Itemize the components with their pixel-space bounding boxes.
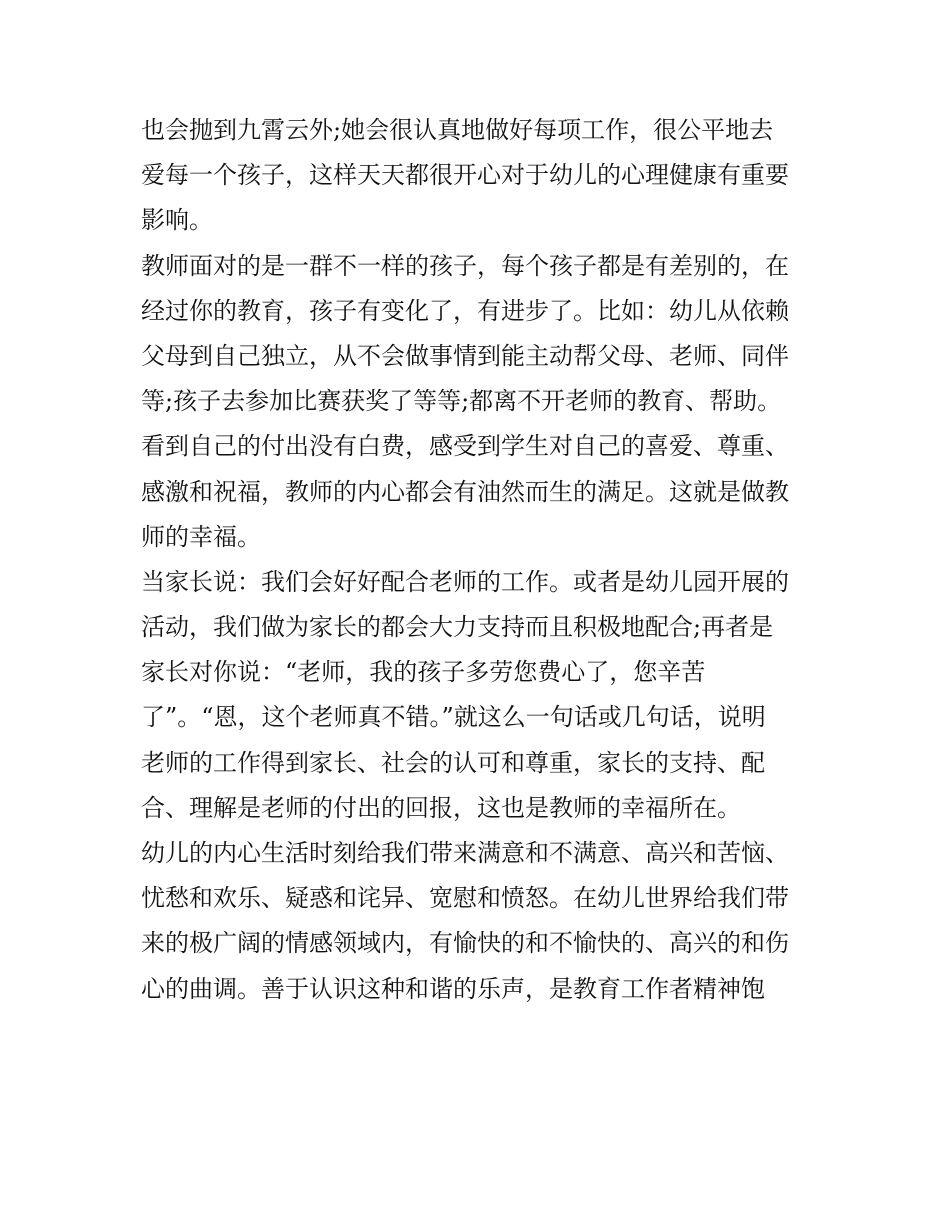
text-line-19: 来的极广阔的情感领域内，有愉快的和不愉快的、高兴的和伤 [141,929,789,958]
text-line-14: 了”。“恩，这个老师真不错。”就这么一句话或几句话，说明 [141,703,766,732]
text-line-18: 忧愁和欢乐、疑惑和诧异、宽慰和愤怒。在幼儿世界给我们带 [141,884,789,913]
text-line-13: 家长对你说：“老师，我的孩子多劳您费心了，您辛苦 [141,658,706,687]
text-line-20: 心的曲调。善于认识这种和谐的乐声，是教育工作者精神饱 [141,974,765,1003]
text-line-5: 经过你的教育，孩子有变化了，有进步了。比如：幼儿从依赖 [141,296,789,325]
text-line-15: 老师的工作得到家长、社会的认可和尊重，家长的支持、配 [141,748,765,777]
text-line-4: 教师面对的是一群不一样的孩子，每个孩子都是有差别的，在 [141,251,789,280]
text-line-16: 合、理解是老师的付出的回报，这也是教师的幸福所在。 [141,793,741,822]
text-line-10: 师的幸福。 [141,522,261,551]
text-line-11: 当家长说：我们会好好配合老师的工作。或者是幼儿园开展的 [141,567,789,596]
text-line-6: 父母到自己独立，从不会做事情到能主动帮父母、老师、同伴 [141,341,789,370]
text-line-7: 等;孩子去参加比赛获奖了等等;都离不开老师的教育、帮助。 [141,387,782,416]
text-line-2: 爱每一个孩子，这样天天都很开心对于幼儿的心理健康有重要 [141,161,789,190]
text-line-12: 活动，我们做为家长的都会大力支持而且积极地配合;再者是 [141,613,774,642]
text-line-9: 感激和祝福，教师的内心都会有油然而生的满足。这就是做教 [141,477,789,506]
text-line-8: 看到自己的付出没有白费，感受到学生对自己的喜爱、尊重、 [141,432,789,461]
body-text [141,108,831,1012]
text-line-1: 也会抛到九霄云外;她会很认真地做好每项工作，很公平地去 [141,116,774,144]
text-line-17: 幼儿的内心生活时刻给我们带来满意和不满意、高兴和苦恼、 [141,839,789,867]
text-line-3: 影响。 [141,206,213,235]
